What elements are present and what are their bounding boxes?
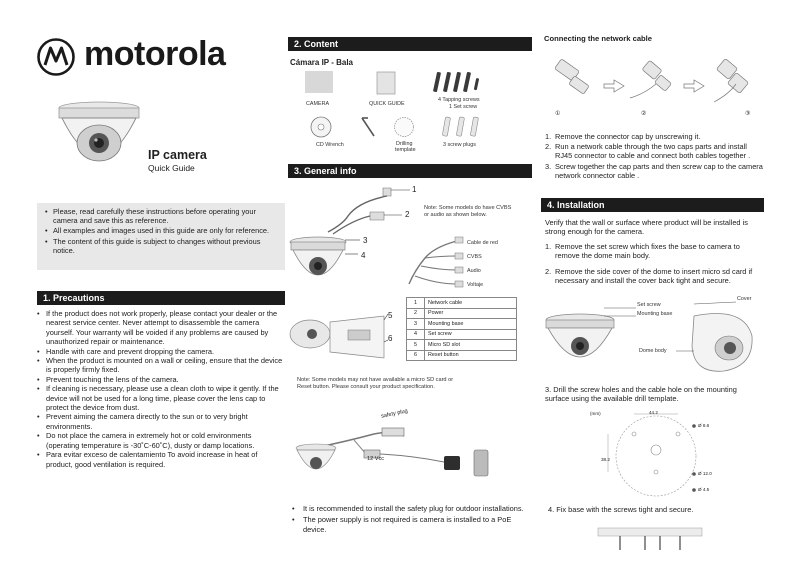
- content-heading: 2. Content: [288, 37, 532, 51]
- installation-step-3: 3. Drill the screw holes and the cable hole on the mounting surface using the available drill template.: [545, 385, 737, 404]
- table-row: 1 Network cable: [407, 298, 517, 309]
- list-item: • It is recommended to install the safety plug for outdoor installations.: [292, 504, 524, 513]
- content-set-screw-label: 1 Set screw: [449, 104, 478, 110]
- network-steps: [545, 132, 765, 180]
- step-marker-3: ③: [745, 111, 751, 117]
- list-item: • Do not place the camera in extremely hot or cold environments (operating temperature is -30˚C-60˚C), dusty or damp locations.: [37, 431, 255, 450]
- cable-label-cvbs: CVBS: [467, 254, 482, 260]
- label-cover: Cover: [737, 296, 752, 302]
- installation-steps: [545, 242, 763, 286]
- list-item: 1. Remove the connector cap by unscrewing it.: [545, 132, 701, 141]
- content-screw-plugs-label: 3 screw plugs: [443, 142, 476, 148]
- tapping-screws-icon: [432, 70, 482, 94]
- intro-note: • The content of this guide is subject to changes without previous notice.: [43, 237, 279, 255]
- template-hole-a: Ø 8.6: [698, 423, 710, 428]
- drill-template-diagram: [594, 410, 744, 500]
- base-fixing-diagram: [590, 524, 710, 554]
- table-row: 2 Power: [407, 308, 517, 319]
- content-tapping-screws-label: 4 Tapping screws: [438, 97, 480, 103]
- drilling-template-icon: [393, 116, 415, 138]
- intro-note: • All examples and images used in this guide are only for reference.: [43, 226, 279, 235]
- label-dome-body: Dome body: [639, 348, 667, 354]
- content-template-label: template: [395, 147, 416, 153]
- installation-step-4: 4. Fix base with the screws tight and secure.: [548, 505, 694, 514]
- content-subtitle: Cámara IP - Bala: [290, 58, 353, 67]
- cable-label-network: Cable de red: [467, 240, 498, 246]
- note-sd-line-2: Reset button. Please consult your product specification.: [297, 384, 435, 390]
- sd-slot-diagram: [288, 312, 388, 362]
- table-row: 4 Set screw: [407, 329, 517, 340]
- list-item: • Para evitar exceso de calentamiento To avoid increase in heat of product, good ventilation is required.: [37, 450, 258, 469]
- intro-notes-box: [37, 203, 285, 270]
- list-item: 2. Remove the side cover of the dome to insert micro sd card if necessary and install the cover back tight and secure.: [545, 266, 753, 286]
- intro-note: • Please, read carefully these instructions before operating your camera and save this as reference.: [43, 207, 279, 225]
- step-marker-1: ①: [555, 111, 561, 117]
- list-item: • Prevent aiming the camera directly to the sun or to very bright environments.: [37, 412, 248, 431]
- table-row: 3 Mounting base: [407, 319, 517, 330]
- parts-table: [406, 297, 517, 361]
- list-item: • When the product is mounted on a wall or ceiling, ensure that the device is properly firmly fixed.: [37, 356, 283, 375]
- content-drilling-label: Drilling: [396, 141, 413, 147]
- voltage-label: 12 Vcc: [367, 456, 385, 462]
- step-marker-2: ②: [641, 111, 647, 117]
- content-cd-wrench-label: CD Wrench: [316, 142, 344, 148]
- template-width: 44.2: [649, 410, 658, 415]
- note-models: Note: Some models do have CVBS or audio as shown below.: [424, 205, 512, 219]
- callout-4: 4: [361, 251, 366, 260]
- brand-name: motorola: [84, 35, 226, 73]
- network-heading: Connecting the network cable: [544, 34, 653, 43]
- precautions-list: [37, 309, 284, 469]
- general-info-heading: 3. General info: [288, 164, 532, 178]
- callout-1: 1: [412, 185, 417, 194]
- cable-label-voltage: Voltaje: [467, 282, 484, 288]
- template-height: 38.2: [601, 457, 610, 462]
- content-quickguide-label: QUICK GUIDE: [369, 101, 405, 107]
- callout-6: 6: [388, 334, 393, 343]
- callout-2: 2: [405, 210, 410, 219]
- installation-heading: 4. Installation: [541, 198, 764, 212]
- list-item: • Prevent touching the lens of the camera.: [37, 374, 179, 384]
- cd-wrench-icon: [308, 114, 378, 140]
- list-item: 1. Remove the set screw which fixes the base to camera to remove the dome main body.: [545, 242, 740, 261]
- safety-plug-diagram: [294, 416, 504, 486]
- callout-3: 3: [363, 236, 368, 245]
- note-sd-line-1: Note: Some models may not have available a micro SD card or: [297, 377, 454, 383]
- network-connector-diagram: [544, 54, 764, 120]
- list-item: • If cleaning is necessary, please use a clean cloth to wipe it gently. If the device will not be used for a long time, please cover the lens cap to protect the device from dust.: [37, 384, 279, 413]
- installation-intro: Verify that the wall or surface where product will be installed is strong enough for the camera.: [545, 218, 748, 237]
- list-item: 2. Run a network cable through the two caps parts and install RJ45 connector to cable and connect both cables together .: [545, 142, 751, 161]
- quick-guide-item-icon: [376, 71, 396, 95]
- cable-label-audio: Audio: [467, 268, 481, 274]
- camera-item-icon: [304, 70, 334, 96]
- cable-breakout-diagram: [405, 236, 465, 290]
- label-mounting-base: Mounting base: [637, 311, 673, 317]
- safety-plug-label: safety plug: [380, 408, 409, 420]
- content-camera-label: CAMERA: [306, 101, 330, 107]
- precautions-heading: 1. Precautions: [37, 291, 285, 305]
- guide-subtitle: Quick Guide: [148, 163, 195, 173]
- template-hole-b: Ø 12.0: [698, 471, 712, 476]
- dome-exploded-diagram: [544, 296, 759, 376]
- label-set-screw: Set screw: [637, 302, 661, 308]
- general-info-camera-diagram: [288, 182, 413, 282]
- list-item: • If the product does not work properly, please contact your dealer or the nearest service center. Never attempt to disassemble the camera yourself. Your warranty will be voided if any problems are caused by unauthorized repair or maintenance.: [37, 309, 278, 347]
- table-row: 6 Reset button: [407, 350, 517, 361]
- general-info-bullets: [292, 504, 524, 534]
- dome-camera-image: [44, 98, 154, 178]
- callout-5: 5: [388, 311, 393, 320]
- template-unit: (mm): [590, 411, 601, 416]
- list-item: 3. Screw together the cap parts and then screw cap to the camera network connector cable .: [545, 161, 763, 180]
- template-hole-c: Ø 4.5: [698, 487, 710, 492]
- list-item: • Handle with care and prevent dropping the camera.: [37, 346, 215, 356]
- screw-plugs-icon: [440, 116, 486, 138]
- table-row: 5 Micro SD slot: [407, 340, 517, 351]
- guide-title: IP camera: [148, 148, 207, 162]
- motorola-logo-icon: [36, 37, 76, 77]
- list-item: • The power supply is not required is camera is installed to a PoE device.: [292, 515, 512, 534]
